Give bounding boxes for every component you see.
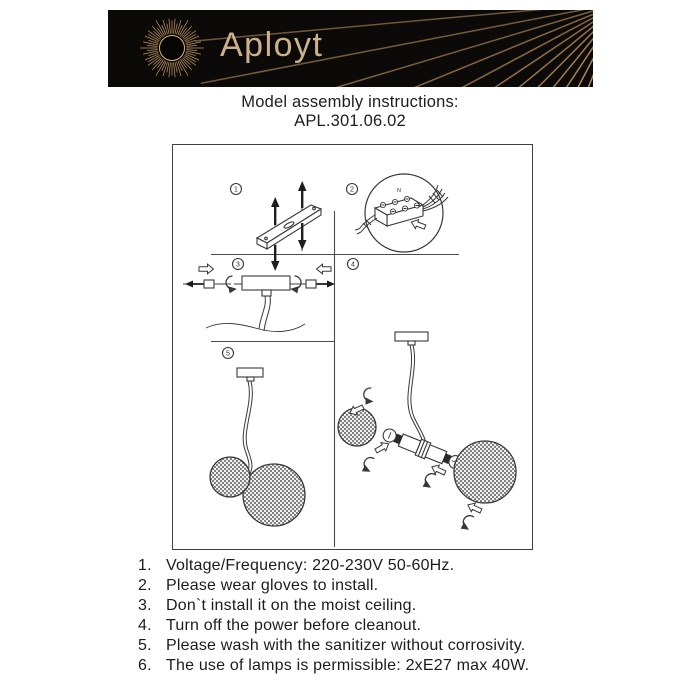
panel-3-canopy-step bbox=[183, 259, 335, 332]
item-text: Don`t install it on the moist ceiling. bbox=[166, 597, 417, 614]
brand-wordmark: Aployt bbox=[220, 26, 324, 64]
item-number: 4. bbox=[138, 617, 152, 634]
item-number: 2. bbox=[138, 577, 152, 594]
panel-2-wiring-step bbox=[347, 174, 449, 252]
page-title: Model assembly instructions: bbox=[241, 93, 459, 111]
instruction-item bbox=[138, 556, 588, 576]
item-number: 6. bbox=[138, 657, 152, 674]
panel-5-number: 5 bbox=[226, 350, 230, 358]
instruction-item bbox=[138, 656, 588, 676]
title-block bbox=[0, 93, 700, 131]
assembly-diagram-canvas bbox=[173, 145, 531, 548]
model-number: APL.301.06.02 bbox=[294, 112, 406, 130]
panel-2-number: 2 bbox=[350, 186, 354, 194]
item-number: 5. bbox=[138, 637, 152, 654]
panel-1-bracket-step bbox=[231, 181, 322, 271]
instruction-item bbox=[138, 596, 588, 616]
item-text: Please wash with the sanitizer without corrosivity. bbox=[166, 637, 526, 654]
item-number: 3. bbox=[138, 597, 152, 614]
item-text: The use of lamps is permissible: 2xE27 max 40W. bbox=[166, 657, 530, 674]
item-text: Turn off the power before cleanout. bbox=[166, 617, 422, 634]
panel-1-number: 1 bbox=[234, 186, 238, 194]
instruction-list bbox=[138, 556, 588, 676]
banner-art bbox=[108, 10, 593, 87]
item-text: Voltage/Frequency: 220-230V 50-60Hz. bbox=[166, 557, 455, 574]
wire-label-l: L bbox=[418, 203, 422, 209]
item-number: 1. bbox=[138, 557, 152, 574]
instruction-item bbox=[138, 576, 588, 596]
assembly-diagram bbox=[172, 144, 533, 550]
instruction-item bbox=[138, 636, 588, 656]
panel-4-assembly-step bbox=[338, 259, 516, 532]
brand-banner bbox=[108, 10, 593, 87]
wire-label-n: N bbox=[397, 188, 401, 194]
panel-4-number: 4 bbox=[351, 261, 355, 269]
panel-5-finished-step bbox=[210, 348, 305, 527]
sunburst-logo-icon bbox=[140, 19, 204, 78]
panel-3-number: 3 bbox=[236, 261, 240, 269]
instruction-item bbox=[138, 616, 588, 636]
item-text: Please wear gloves to install. bbox=[166, 577, 379, 594]
